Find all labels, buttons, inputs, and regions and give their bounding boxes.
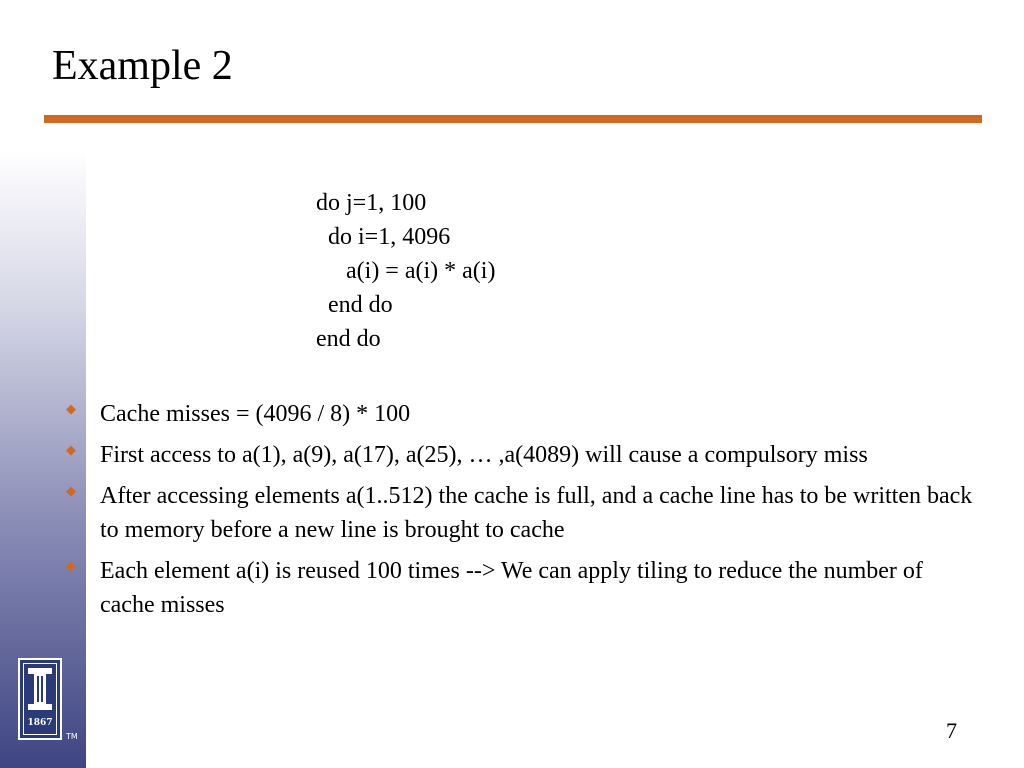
bullet-item [60,479,980,547]
bullet-text: After accessing elements a(1..512) the cache is full, and a cache line has to be written back to memory before a new line is brought to cache [100,483,973,543]
bullet-list [60,397,980,629]
code-block [316,186,495,356]
logo-year: 1867 [27,718,53,728]
diamond-bullet-icon: ◆ [66,443,76,458]
bullet-item [60,397,980,431]
bullet-text: Each element a(i) is reused 100 times --> We can apply tiling to reduce the number of cache misses [100,558,923,618]
bullet-text: Cache misses = (4096 / 8) * 100 [100,401,411,427]
block-i-icon [27,666,53,712]
slide-title: Example 2 [52,43,233,89]
diamond-bullet-icon: ◆ [66,484,76,499]
diamond-bullet-icon: ◆ [66,559,76,574]
university-logo [18,658,62,740]
bullet-text: First access to a(1), a(9), a(17), a(25), … ,a(4089) will cause a compulsory miss [100,442,868,468]
code-line: do i=1, 4096 [316,224,451,250]
page-number: 7 [946,718,957,743]
bullet-item [60,438,980,472]
diamond-bullet-icon: ◆ [66,402,76,417]
code-line: end do [316,292,393,318]
bullet-item [60,554,980,622]
trademark: TM [66,732,78,741]
title-divider [44,115,982,123]
code-line: a(i) = a(i) * a(i) [316,258,496,284]
code-line: end do [316,326,381,352]
code-line: do j=1, 100 [316,190,427,216]
